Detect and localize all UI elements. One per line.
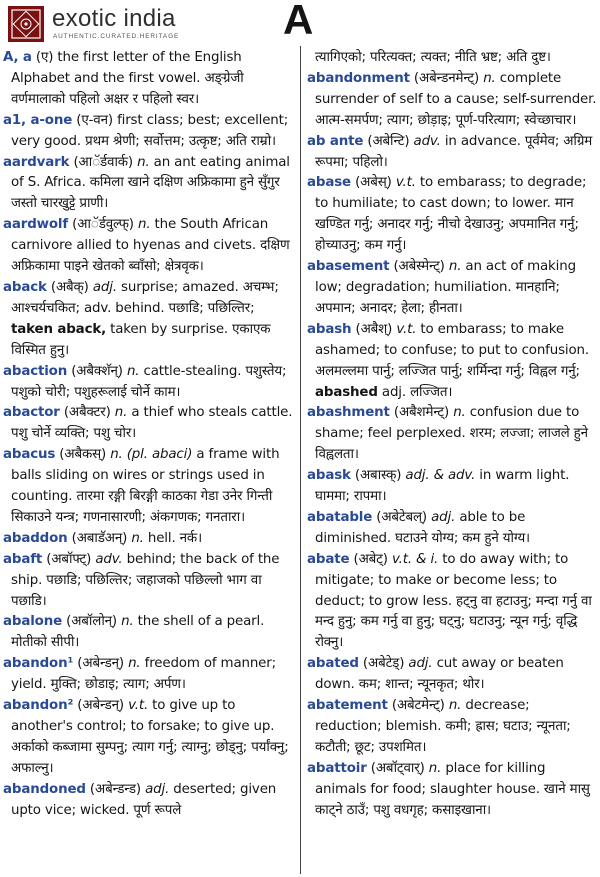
dictionary-entry bbox=[3, 445, 293, 529]
entry-headword: abandon¹ bbox=[3, 656, 74, 672]
entry-definition: cattle-stealing. पशुस्तेय; पशुको चोरी; पशुहरूलाई चोर्ने काम। bbox=[11, 363, 287, 400]
entry-headword: abaft bbox=[3, 551, 43, 567]
dictionary-entry bbox=[307, 257, 597, 320]
entry-pronunciation: (अबास्क्) bbox=[350, 468, 406, 484]
entry-definition: the South African carnivore allied to hyenas and civets. दक्षिण अफ्रिकामा पाइने खेतको ब्वाँसो; क्षेत्रवृक। bbox=[11, 217, 290, 275]
entry-headword: abaction bbox=[3, 363, 68, 379]
entry-headword: abatement bbox=[307, 698, 388, 714]
dictionary-entry bbox=[3, 780, 293, 822]
entry-pronunciation: (अबॉट्वार्) bbox=[366, 760, 429, 776]
entry-headword: aardvark bbox=[3, 154, 70, 170]
entry-headword: A, a bbox=[3, 50, 32, 65]
dictionary-entry bbox=[307, 696, 597, 759]
entry-bold-phrase: abashed bbox=[315, 384, 378, 400]
entry-pronunciation: (अबैश्) bbox=[351, 321, 397, 337]
entry-part-of-speech: n. bbox=[121, 614, 134, 630]
entry-part-of-speech: v.t. bbox=[396, 321, 417, 337]
entry-definition: त्यागिएको; परित्यक्त; त्यक्त; नीति भ्रष्ट; अति दुष्ट। bbox=[315, 50, 551, 65]
dictionary-entry bbox=[3, 403, 293, 445]
entry-headword: a1, a-one bbox=[3, 112, 73, 128]
entry-pronunciation: (अबैक्) bbox=[46, 279, 93, 295]
entry-definition: decrease; reduction; blemish. कमी; ह्रास; घटाउ; न्यूनता; कटौती; छूट; उपशमित। bbox=[315, 698, 571, 755]
dictionary-entry bbox=[307, 403, 597, 466]
entry-definition: to do away with; to mitigate; to make or become less; to deduct; to grow less. हट्नु वा हटाउनु; मन्दा गर्नु वा मन्द हुनु; कम गर्नु वा हुनु; घट्नु; घटाउनु; न्यून गर्नु; वृद्धि रोक्नु। bbox=[315, 551, 592, 651]
entry-part-of-speech: v.t. bbox=[128, 698, 149, 714]
entry-definition: complete surrender of self to a cause; self-surrender. आत्म-समर्पण; त्याग; छोड़ाइ; पूर्ण-परित्याग; स्वेच्छाचार। bbox=[315, 70, 597, 128]
entry-pronunciation: (ए) bbox=[31, 50, 58, 65]
entry-pronunciation: (अबेन्डन्ड) bbox=[85, 781, 146, 797]
dictionary-entry bbox=[307, 69, 597, 132]
dictionary-entry bbox=[3, 278, 293, 362]
entry-pronunciation: (अबेटेड्) bbox=[358, 656, 409, 672]
column-divider bbox=[300, 46, 301, 874]
entry-definition: to embarass; to make ashamed; to confuse; to put to confusion. अलमल्लमा पार्नु; लज्जित पार्नु; शर्मिन्दा गर्नु; विह्वल गर्नु; bbox=[315, 321, 589, 379]
entry-headword: abatable bbox=[307, 509, 373, 525]
entry-headword: abase bbox=[307, 175, 351, 191]
entry-headword: abated bbox=[307, 656, 359, 672]
entry-part-of-speech: adj. & adv. bbox=[405, 468, 476, 484]
entry-pronunciation: (अबॉफ्ट्) bbox=[42, 551, 96, 567]
entry-headword: abashment bbox=[307, 405, 390, 421]
entry-definition: a frame with balls sliding on wires or strings used in counting. तारमा रङ्गी बिरङ्गी काठका गेडा उनेर गिन्ती सिकाउने यन्त्र; गणनासारणी; अंकगणक; गनतारा। bbox=[11, 447, 280, 525]
entry-definition: an ant eating animal of S. Africa. कमिला खाने दक्षिण अफ्रिकामा हुने सुँगुर जस्तो चारखुट्टे प्राणी। bbox=[11, 154, 290, 212]
entry-pronunciation: (अबेन्टि) bbox=[363, 133, 414, 149]
dictionary-entry bbox=[3, 48, 293, 111]
mandala-logo-icon bbox=[8, 6, 44, 42]
entry-part-of-speech: n. bbox=[453, 405, 466, 421]
entry-headword: abate bbox=[307, 551, 350, 567]
entry-part-of-speech: n. bbox=[448, 259, 462, 275]
entry-definition: surprise; amazed. अचम्भ; आश्चर्यचकित; adv. behind. पछाडि; पछिल्तिर; bbox=[11, 279, 279, 316]
entry-headword: aback bbox=[3, 279, 47, 295]
entry-part-of-speech: n. bbox=[138, 217, 151, 233]
dictionary-entry bbox=[307, 466, 597, 508]
entry-definition: in advance. पूर्वमेव; अग्रिम रूपमा; पहिलो। bbox=[315, 133, 593, 170]
entry-definition: deserted; given upto vice; wicked. पूर्ण रूपले bbox=[11, 781, 277, 818]
entry-definition: in warm light. घाममा; रापमा। bbox=[315, 468, 570, 505]
entry-part-of-speech: adv. bbox=[413, 133, 441, 149]
dictionary-entry bbox=[307, 48, 597, 69]
entry-headword: abactor bbox=[3, 405, 60, 421]
entry-definition: freedom of manner; yield. मुक्ति; छोडाइ; त्याग; अर्पण। bbox=[11, 656, 276, 693]
right-column bbox=[307, 48, 597, 877]
entry-part-of-speech: adj. bbox=[145, 781, 170, 797]
entry-pronunciation: (अबेस्) bbox=[350, 175, 396, 191]
entry-definition-tail: taken by surprise. एकाएक विस्मित हुनु। bbox=[11, 321, 271, 358]
entry-part-of-speech: adj. bbox=[431, 509, 456, 525]
entry-definition: to give up to another's control; to forsake; to give up. अर्काको कब्जामा सुम्पनु; त्याग गर्नु; त्याग्नु; छोड्नु; पर्यांक्नु; अफाल्नु। bbox=[11, 698, 289, 776]
entry-definition: cut away or beaten down. कम; शान्त; न्यूनकृत; थोर। bbox=[315, 656, 564, 693]
dictionary-entry bbox=[307, 654, 597, 696]
left-column bbox=[3, 48, 293, 877]
section-letter: A bbox=[283, 0, 314, 43]
entry-pronunciation: (अबाडॅअन्) bbox=[67, 530, 132, 546]
entry-pronunciation: (अबैक्शॅन्) bbox=[67, 363, 127, 379]
entry-definition: hell. नर्क। bbox=[143, 530, 202, 546]
entry-part-of-speech: n. bbox=[114, 405, 128, 421]
entry-part-of-speech: n. (pl. abaci) bbox=[110, 447, 193, 463]
entry-headword: aardwolf bbox=[3, 217, 69, 233]
entry-headword: abacus bbox=[3, 447, 56, 463]
entry-pronunciation: (ए-वन) bbox=[72, 112, 118, 128]
entry-pronunciation: (अबेन्डन्) bbox=[73, 698, 129, 714]
brand-name: exotic india bbox=[52, 5, 176, 32]
dictionary-entry bbox=[307, 173, 597, 257]
entry-part-of-speech: n. bbox=[448, 698, 462, 714]
entry-headword: abash bbox=[307, 321, 352, 337]
dictionary-entry bbox=[307, 132, 597, 174]
dictionary-entry bbox=[307, 320, 597, 404]
entry-headword: abask bbox=[307, 468, 351, 484]
entry-definition: a thief who steals cattle. पशु चोर्ने व्यक्ति; पशु चोर। bbox=[11, 405, 293, 442]
dictionary-entry bbox=[3, 550, 293, 613]
entry-headword: abandoned bbox=[3, 781, 86, 797]
entry-pronunciation: (अबैकस्) bbox=[55, 447, 111, 463]
entry-part-of-speech: n. bbox=[428, 760, 442, 776]
entry-definition: an act of making low; degradation; humiliation. मानहानि; अपमान; अनादर; हेला; हीनता। bbox=[315, 259, 576, 316]
entry-part-of-speech: v.t. bbox=[395, 175, 416, 191]
entry-headword: abandon² bbox=[3, 698, 74, 714]
entry-part-of-speech: n. bbox=[483, 70, 496, 86]
entry-part-of-speech: n. bbox=[128, 656, 141, 672]
entry-part-of-speech: n. bbox=[131, 530, 144, 546]
entry-definition: the first letter of the English Alphabet and the first vowel. अङ्ग्रेजी वर्णमालाको पहिलो अक्षर र पहिलो स्वर। bbox=[11, 50, 244, 107]
entry-bold-phrase: taken aback, bbox=[11, 321, 107, 337]
entry-definition: the shell of a pearl. मोतीको सीपी। bbox=[11, 614, 265, 651]
dictionary-entry bbox=[3, 215, 293, 278]
dictionary-entry bbox=[307, 759, 597, 822]
entry-pronunciation: (अबेन्डनमेन्ट्) bbox=[409, 70, 484, 86]
entry-headword: abandonment bbox=[307, 70, 410, 86]
entry-definition: behind; the back of the ship. पछाडि; पछिल्तिर; जहाजको पछिल्लो भाग वा पछाडि। bbox=[11, 551, 280, 609]
entry-pronunciation: (अबेटेबल्) bbox=[372, 509, 432, 525]
entry-pronunciation: (आॅर्डवुल्फ्) bbox=[68, 217, 138, 233]
entry-definition-tail: adj. लज्जित। bbox=[377, 384, 453, 400]
dictionary-entry bbox=[3, 153, 293, 216]
dictionary-entry bbox=[307, 550, 597, 655]
entry-headword: abaddon bbox=[3, 530, 68, 546]
dictionary-entry bbox=[3, 696, 293, 780]
entry-headword: abattoir bbox=[307, 760, 367, 776]
page-header bbox=[0, 0, 600, 48]
entry-pronunciation: (अबेस्मेन्ट्) bbox=[389, 259, 449, 275]
entry-part-of-speech: v.t. & i. bbox=[391, 551, 439, 567]
dictionary-entry bbox=[3, 529, 293, 550]
entry-part-of-speech: n. bbox=[137, 154, 150, 170]
entry-part-of-speech: adj. bbox=[408, 656, 433, 672]
dictionary-entry bbox=[3, 612, 293, 654]
entry-pronunciation: (अबैशमेन्ट्) bbox=[389, 405, 454, 421]
entry-definition: confusion due to shame; feel perplexed. शरम; लज्जा; लाजले हुने विह्वलता। bbox=[315, 405, 588, 463]
entry-definition: able to be diminished. घटाउने योग्य; कम हुने योग्य। bbox=[315, 509, 530, 546]
entry-definition: to embarass; to degrade; to humiliate; to cast down; to lower. मान खण्डित गर्नु; अनादर गर्नु; नीचो देखाउनु; अपमानित गर्नु; होच्याउनु; कम गर्नु। bbox=[315, 175, 587, 254]
entry-part-of-speech: adv. bbox=[95, 551, 123, 567]
entry-headword: abalone bbox=[3, 614, 63, 630]
entry-pronunciation: (आॅर्डवार्क) bbox=[69, 154, 138, 170]
dictionary-entry bbox=[307, 508, 597, 550]
dictionary-entry bbox=[3, 654, 293, 696]
entry-headword: abasement bbox=[307, 259, 390, 275]
brand-tagline: AUTHENTIC.CURATED.HERITAGE bbox=[53, 33, 180, 40]
entry-headword: ab ante bbox=[307, 133, 364, 149]
dictionary-entry bbox=[3, 111, 293, 153]
entry-part-of-speech: adj. bbox=[92, 279, 117, 295]
entry-pronunciation: (अबेटमेन्ट्) bbox=[387, 698, 449, 714]
entry-pronunciation: (अबेट्) bbox=[349, 551, 392, 567]
entry-definition: first class; best; excellent; very good. प्रथम श्रेणी; सर्वोत्तम; उत्कृष्ट; अति राम्रो। bbox=[11, 112, 289, 149]
entry-pronunciation: (अबॉलोन्) bbox=[62, 614, 122, 630]
entry-definition: place for killing animals for food; slaughter house. खाने मासु काट्ने ठाउँ; पशु वधगृह; कसाइखाना। bbox=[315, 760, 590, 818]
entry-pronunciation: (अबेन्डन्) bbox=[73, 656, 129, 672]
entry-pronunciation: (अबैक्टर) bbox=[59, 405, 115, 421]
entry-part-of-speech: n. bbox=[126, 363, 140, 379]
dictionary-entry bbox=[3, 362, 293, 404]
